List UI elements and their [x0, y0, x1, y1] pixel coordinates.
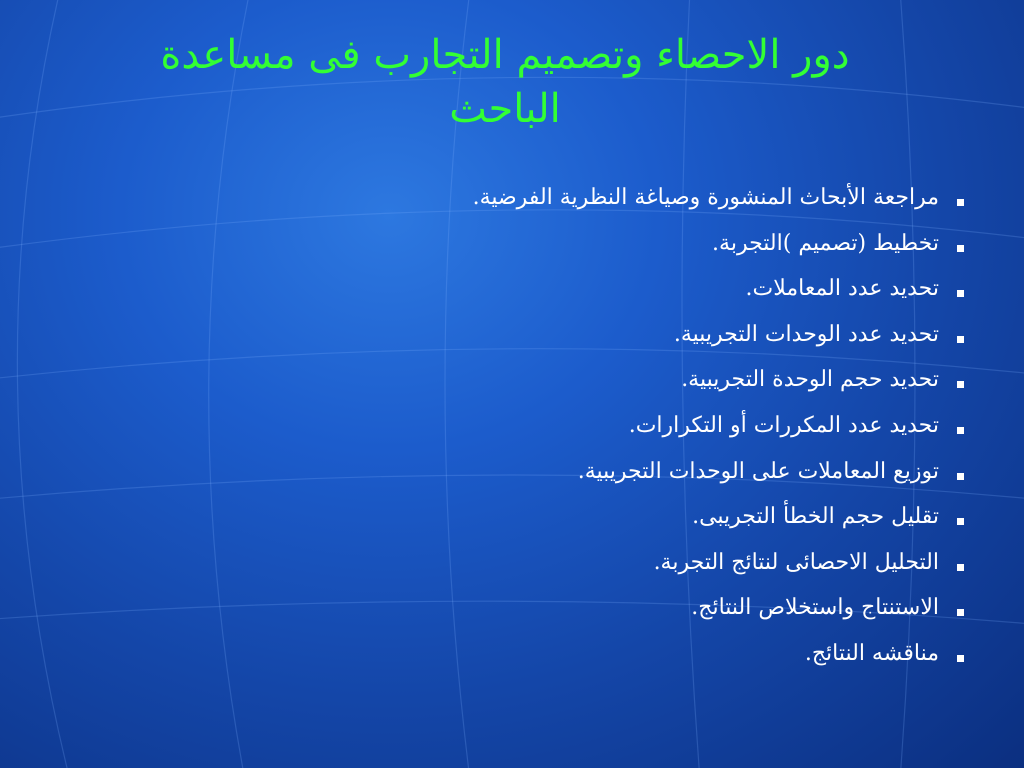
- square-bullet-icon: [957, 518, 964, 525]
- square-bullet-icon: [957, 290, 964, 297]
- list-item: [244, 315, 964, 361]
- bullet-text: مناقشه النتائج.: [804, 640, 939, 666]
- square-bullet-icon: [957, 381, 964, 388]
- list-item: [244, 406, 964, 452]
- bullet-text: تحديد عدد الوحدات التجريبية.: [673, 321, 939, 347]
- square-bullet-icon: [957, 473, 964, 480]
- bullet-text: مراجعة الأبحاث المنشورة وصياغة النظرية الفرضية.: [472, 185, 939, 210]
- bullet-text: التحليل الاحصائى لنتائج التجربة.: [653, 549, 939, 575]
- bullet-list: [244, 178, 964, 680]
- list-item: [244, 634, 964, 680]
- square-bullet-icon: [957, 336, 964, 343]
- list-item: [244, 452, 964, 498]
- list-item: [244, 178, 964, 224]
- list-item: [244, 360, 964, 406]
- square-bullet-icon: [957, 199, 964, 206]
- bullet-text: توزيع المعاملات على الوحدات التجريبية.: [577, 458, 939, 484]
- square-bullet-icon: [957, 564, 964, 571]
- list-item: [244, 269, 964, 315]
- list-item: [244, 588, 964, 634]
- bullet-text: تحديد عدد المكررات أو التكرارات.: [628, 412, 939, 438]
- bullet-text: الاستنتاج واستخلاص النتائج.: [691, 595, 939, 621]
- slide-title: دور الاحصاء وتصميم التجارب فى مساعدة الباحث: [160, 32, 850, 132]
- bullet-text: تحديد حجم الوحدة التجريبية.: [681, 367, 939, 393]
- list-item: [244, 497, 964, 543]
- square-bullet-icon: [957, 427, 964, 434]
- bullet-text: تحديد عدد المعاملات.: [745, 276, 939, 302]
- bullet-text: تخطيط (تصميم )التجربة.: [712, 230, 939, 256]
- square-bullet-icon: [957, 245, 964, 252]
- square-bullet-icon: [957, 655, 964, 662]
- list-item: [244, 224, 964, 270]
- bullet-text: تقليل حجم الخطأ التجريبى.: [692, 504, 939, 530]
- square-bullet-icon: [957, 609, 964, 616]
- list-item: [244, 543, 964, 589]
